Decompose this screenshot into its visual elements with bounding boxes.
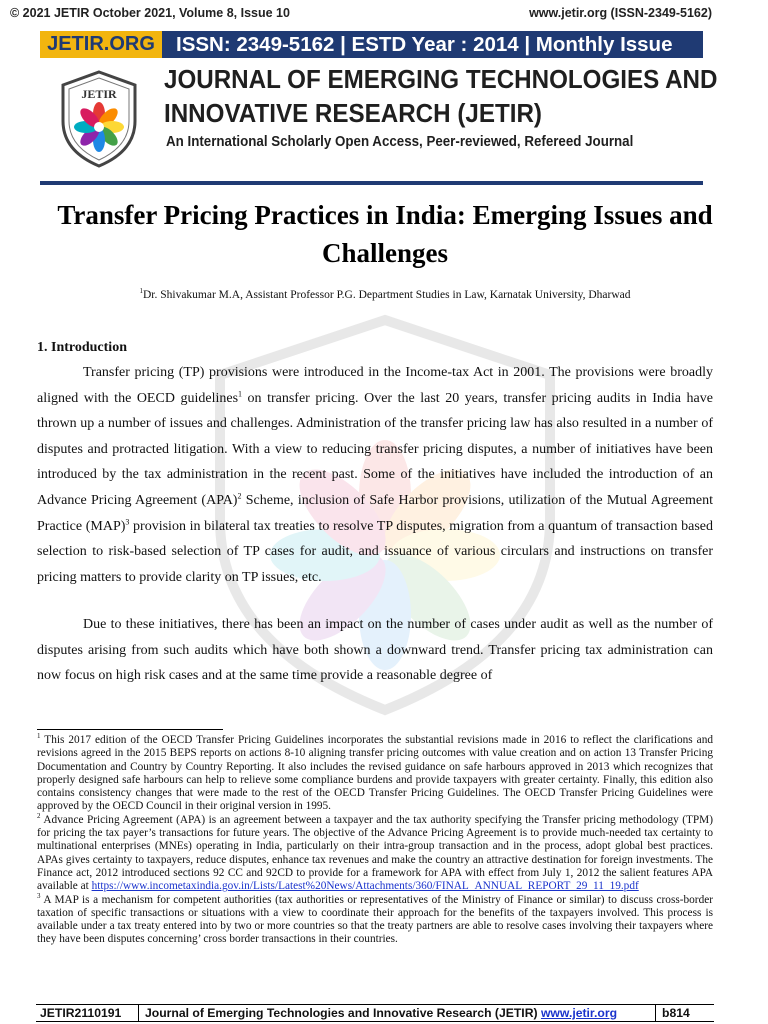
author-text: Dr. Shivakumar M.A, Assistant Professor P.G. Department Studies in Law, Karnatak University, Dharwad (142, 288, 631, 301)
issn-line: ISSN: 2349-5162 | ESTD Year : 2014 | Monthly Issue (176, 33, 673, 56)
banner-rule (40, 181, 703, 185)
footnote-3 (37, 891, 713, 947)
journal-title-line2: INNOVATIVE RESEARCH (JETIR) (164, 98, 542, 128)
footnote-2-mark: 2 (37, 812, 41, 821)
issue-info: © 2021 JETIR October 2021, Volume 8, Issue 10 (10, 6, 290, 20)
paragraph-2: Due to these initiatives, there has been an impact on the number of cases under audit as well as the number of disputes arising from such audits which have both shown a downward trend. Transfer pricing tax administration can now focus on high risk cases and at the same time provide a reasonable degree of (37, 617, 713, 684)
footnote-ref-3[interactable]: 3 (125, 516, 130, 526)
footnote-1-mark: 1 (37, 732, 41, 741)
paragraph-1 (37, 360, 713, 590)
org-badge: JETIR.ORG (40, 31, 162, 58)
footer-site-link[interactable]: www.jetir.org (540, 1006, 618, 1020)
p1-part-a: Transfer pricing (TP) provisions were introduced in the Income-tax Act in 2001. The provisions were broadly aligned with the OECD guidelines (37, 365, 713, 406)
paper-id: JETIR2110191 (36, 1005, 139, 1021)
footnote-ref-2[interactable]: 2 (237, 491, 242, 501)
footnote-3-mark: 3 (37, 891, 41, 900)
section-heading: 1. Introduction (37, 340, 127, 355)
journal-banner (40, 31, 718, 191)
journal-url: www.jetir.org (ISSN-2349-5162) (529, 6, 712, 20)
journal-title (164, 62, 718, 130)
p1-part-c: Scheme, inclusion of Safe Harbor provisions, utilization of the Mutual Agreement Practice (MAP) (37, 492, 713, 534)
author-mark: 1 (139, 287, 143, 295)
footer-journal-name: Journal of Emerging Technologies and Innovative Research (JETIR) (145, 1006, 541, 1020)
page-number: b814 (662, 1006, 690, 1020)
logo-text: JETIR (81, 87, 117, 101)
footer-journal (139, 1005, 656, 1021)
issn-bar (40, 31, 703, 58)
footnote-2 (37, 814, 713, 894)
journal-subtitle: An International Scholarly Open Access, Peer-reviewed, Refereed Journal (166, 134, 634, 150)
footnote-3-text: A MAP is a mechanism for competent authorities (tax authorities or representatives of the Ministry of Finance or similar) to discuss cross-border taxation of specific transactions or situations with a view to coordinate their approach for the benefits of the taxpayers involved. This process is available under a tax treaty entered into by two or more countries so that the treaty partners are able to resolve cases involving their taxpayers where they have been disputes concerning’ cross border transactions in their countries. (37, 893, 713, 946)
journal-title-line1: JOURNAL OF EMERGING TECHNOLOGIES AND (164, 64, 718, 94)
jetir-logo-icon (58, 69, 140, 169)
footnote-ref-1[interactable]: 1 (238, 388, 243, 398)
page-header (10, 6, 712, 24)
footnote-rule (37, 729, 223, 730)
p1-part-b: on transfer pricing. Over the last 20 years, transfer pricing audits in India have thrown up a number of issues and challenges. Administration of the transfer pricing law has also resulted in a number of disputes and protracted litigation. With a view to reducing transfer pricing disputes, a number of initiatives have been introduced by the tax administration in the recent past. Some of the initiatives have included the introduction of an Advance Pricing Agreement (APA) (37, 390, 713, 508)
footnote-2-link[interactable]: https://www.incometaxindia.gov.in/Lists/Latest%20News/Attachments/360/FINAL_ANNUAL_REPORT_29_11_19.pdf (91, 880, 639, 893)
p1-part-d: provision in bilateral tax treaties to resolve TP disputes, migration from a quantum of transaction based selection to risk-based selection of TP cases for audit, and issuance of various circulars and instructions on transfer pricing matters to provide clarity on TP issues, etc. (37, 518, 713, 585)
page-footer (36, 1004, 714, 1022)
paper-title: Transfer Pricing Practices in India: Emerging Issues and Challenges (57, 200, 713, 268)
author-line (40, 287, 730, 301)
footnote-1 (37, 734, 713, 814)
footnotes (37, 734, 713, 947)
footnote-2-text: Advance Pricing Agreement (APA) is an agreement between a taxpayer and the tax authority specifying the Transfer pricing methodology (TPM) for pricing the tax payer’s transactions for future years. The objective of the Advance Pricing Agreement is to provide much-needed tax certainty to multinational enterprises (MNEs) operating in India, particularly on their intra-group transaction and in the process, adopt global best practices. APAs gives certainty to taxpayers, reduce disputes, enhance tax revenues and make the country an attractive destination for foreign investments. The Finance act, 2012 introduced sections 92 CC and 92CD to provide for a framework for APA with effect from July 1, 2012 the salient features APA available at (37, 813, 713, 893)
footnote-1-text: This 2017 edition of the OECD Transfer Pricing Guidelines incorporates the substantial revisions made in 2016 to reflect the clarifications and revisions agreed in the 2015 BEPS reports on actions 8-10 aligning transfer pricing outcomes with value creation and on action 13 Transfer Pricing Documentation and Country by Country Reporting. It also includes the revised guidance on safe harbours approved in 2013 which recognizes that properly designed safe harbours can help to relieve some compliance burdens and provide taxpayers with greater certainty. Finally, this edition also contains consistency changes that were made to the rest of the OECD Transfer Pricing Guidelines. The OECD Transfer Pricing Guidelines were approved by the OECD Council in their original version in 1995. (37, 734, 713, 813)
